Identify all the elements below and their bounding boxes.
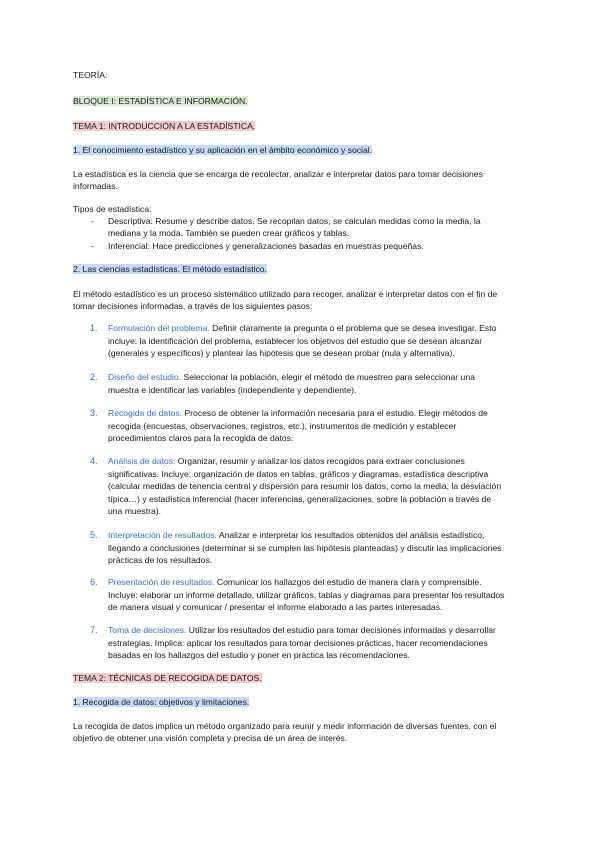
step-line: basadas en los hallazgos del estudio y poner en práctica las recomendaciones.	[108, 650, 410, 660]
step-line: una muestra).	[108, 506, 162, 516]
step-line: estrategias. Implica: aplicar los resultados para tomar decisiones prácticas, hacer recomendaciones	[108, 637, 488, 648]
step-line: recogida (encuestas, observaciones, registros, etc.), instrumentos de medición y establecer	[108, 420, 457, 431]
tema1-heading: TEMA 1: INTRODUCCIÓN A LA ESTADÍSTICA.	[73, 121, 256, 131]
dash-bullet: -	[91, 216, 94, 226]
paragraph-2-line-1: El método estadístico es un proceso sistemático utilizado para recoger, analizar e interpretar datos con el fin de	[73, 289, 498, 299]
step-line: procedimientos claros para la recogida de datos.	[108, 433, 294, 443]
step-keyword: Presentación de resultados.	[108, 577, 215, 587]
step-keyword: Formulación del problema.	[108, 323, 210, 333]
step-keyword: Análisis de datos.	[108, 456, 176, 466]
step-text: Organizar, resumir y analizar los datos recogidos para extraer conclusiones	[175, 456, 465, 466]
step-line: (generales y específicos) y plantear las hipótesis que se desean probar (nula y alternativa).	[108, 348, 455, 358]
tema2-heading: TEMA 2: TÉCNICAS DE RECOGIDA DE DATOS.	[73, 673, 262, 683]
step-keyword: Diseño del estudio.	[108, 372, 182, 382]
step-text: Definir claramente la pregunta o el problema que se desea investigar. Esto	[209, 323, 497, 333]
step-number: 1.	[90, 323, 98, 333]
step-number: 7.	[90, 625, 98, 635]
step-line: significativas. Incluye: organización de datos en tablas, gráficos y diagramas, estadística descriptiva	[108, 468, 489, 479]
step-keyword: Recogida de datos.	[108, 408, 183, 418]
tipos-title: Tipos de estadística:	[73, 204, 152, 214]
paragraph-2-line-2: tomar decisiones informadas, a través de los siguientes pasos:	[73, 301, 313, 311]
paragraph-3-line-1: La recogida de datos implica un método organizado para reunir y medir información de diversas fuentes, con el	[73, 721, 497, 731]
step-number: 3.	[90, 408, 98, 418]
step-number: 2.	[90, 372, 98, 382]
paragraph-1-line-2: informadas.	[73, 181, 118, 191]
step-text: Seleccionar la población, elegir el método de muestreo para seleccionar una	[181, 372, 475, 382]
list-item-line: mediana y la moda. También se pueden crear gráficos y tablas.	[108, 228, 350, 238]
step-keyword: Toma de decisiones.	[108, 625, 187, 635]
step-line: incluye: la identificación del problema, establecer los objetivos del estudio que se desean alcanzar	[108, 335, 483, 346]
step-number: 5.	[90, 530, 98, 540]
step-text: Comunicar los hallazgos del estudio de manera clara y comprensible.	[214, 577, 482, 587]
dash-bullet: -	[91, 241, 94, 251]
step-number: 6.	[90, 577, 98, 587]
step-line: Incluye: elaborar un informe detallado, utilizar gráficos, tablas y diagramas para presentar los resultados	[108, 589, 505, 600]
block-heading: BLOQUE I: ESTADÍSTICA E INFORMACIÓN.	[73, 96, 248, 106]
list-item-line: Descriptiva: Resume y describe datos. Se recopilan datos, se calculan medidas como la media, la	[108, 216, 481, 226]
section1-heading: 1. El conocimiento estadístico y su aplicación en el ámbito económico y social.	[73, 145, 373, 155]
step-text: Utilizar los resultados del estudio para tomar decisiones informadas y desarrollar	[186, 625, 496, 635]
step-line: llegando a conclusiones (determinar si se cumplen las hipótesis planteadas) y discutir las implicaciones	[108, 542, 502, 553]
step-line: muestra e identificar las variables (independiente y dependiente).	[108, 384, 357, 395]
step-line: prácticas de los resultados.	[108, 555, 213, 565]
step-number: 4.	[90, 456, 98, 466]
doc-title: TEORÍA:	[73, 70, 108, 80]
step-text: Analizar e interpretar los resultados obtenidos del análisis estadístico,	[216, 530, 485, 540]
section2-heading: 2. Las ciencias estadísticas. El método estadístico.	[73, 264, 267, 274]
step-line: de manera visual y comunicar / presentar el informe elaborado a las partes interesadas.	[108, 602, 443, 612]
step-line: típica…) y estadística inferencial (hacer inferencias, generalizaciones, sobre la población a través de	[108, 493, 492, 504]
paragraph-3-line-2: objetivo de obtener una visión completa y precisa de un área de interés.	[73, 733, 348, 743]
step-line: (calcular medidas de tenencia central y dispersión para resumir los datos, como la media, la desviación	[108, 481, 502, 491]
paragraph-1-line-1: La estadística es la ciencia que se encarga de recolectar, analizar e interpretar datos para tomar decisiones	[73, 169, 483, 179]
section3-heading: 1. Recogida de datos: objetivos y limitaciones.	[73, 697, 250, 707]
step-text: Proceso de obtener la información necesaria para el estudio. Elegir métodos de	[182, 408, 488, 418]
step-keyword: Interpretación de resultados.	[108, 530, 217, 540]
list-item-line: Inferencial: Hace predicciones y generalizaciones basadas en muestras pequeñas.	[108, 241, 424, 251]
